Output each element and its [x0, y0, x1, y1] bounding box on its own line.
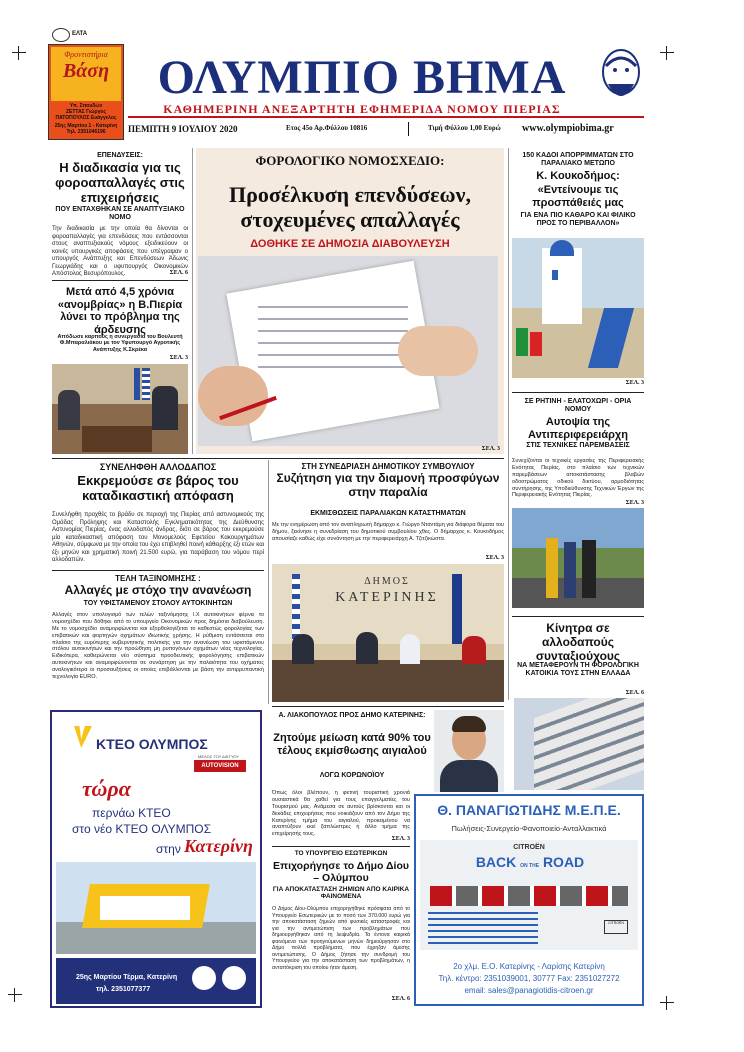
elta-label: ΕΛΤΑ [72, 31, 88, 37]
incentives-photo [514, 698, 644, 790]
autopsy-photo [512, 508, 644, 608]
council-sign-line2: ΚΑΤΕΡΙΝΗΣ [335, 590, 439, 605]
arrest-body: Συνελήφθη προχθές το βράδυ σε περιοχή της Πιερίας από αστυνομικούς της Ομάδας Πρόληψης και Καταστολής Εγκληματικότητας της Διεύθυνσης Αστυνομίας Πιερίας, ένας αλλοδαπός άνδρας, διότι σε βάρος του εκκρεμούσε μία καταδικαστική απόφαση του Μονομελούς Εφετείου Κακουργημάτων Αθηνών, σύμφωνα με την οποία του έχει επιβληθεί ποινή κάθειρξης έξι ετών και έξι μηνών και χρηματική ποινή 21.500 ευρώ, για παράβαση του νόμου περί αλλοδαπών. [52, 512, 264, 563]
divider [272, 706, 504, 707]
incentives-title[interactable]: Κίνητρα σε αλλοδαπούς συνταξιούχους [535, 621, 621, 663]
council-sign-line1: ΔΗΜΟΣ [364, 576, 410, 587]
divider [52, 280, 188, 281]
website-link[interactable]: www.olympiobima.gr [522, 123, 614, 134]
bins-page-ref[interactable]: ΣΕΛ. 3 [625, 380, 644, 386]
liakop-title[interactable]: Ζητούμε μείωση κατά 90% του τέλους εκμίσθωσης αιγιαλού [273, 732, 431, 757]
masthead-subtitle: ΚΑΘΗΜΕΡΙΝΗ ΑΝΕΞΑΡΤΗΤΗ ΕΦΗΜΕΡΙΔΑ ΝΟΜΟΥ ΠΙΕΡΙΑΣ [163, 102, 561, 116]
bins-title[interactable]: «Εντείνουμε τις προσπάθειές μας [532, 184, 624, 209]
citroen-slogan-onthe: ON THE [520, 863, 540, 869]
registration-mark [660, 996, 674, 1010]
issue-number: Ετος 45ο Αρ.Φύλλου 10816 [286, 124, 368, 132]
kteo-line3: στην [156, 842, 181, 856]
citroen-phones: Τηλ. κέντρο: 2351039001, 30777 Fax: 2351027272 [438, 974, 620, 983]
liakop-kicker: Α. ΛΙΑΚΟΠΟΥΛΟΣ ΠΡΟΣ ΔΗΜΟ ΚΑΤΕΡΙΝΗΣ: [278, 712, 426, 719]
irrigation-photo [52, 364, 188, 454]
divider [52, 458, 504, 459]
invest-subtitle: ΠΟΥ ΕΝΤΑΧΘΗΚΑΝ ΣΕ ΑΝΑΠΤΥΞΙΑΚΟ ΝΟΜΟ [55, 206, 185, 222]
tax-title[interactable]: Προσέλκυση επενδύσεων, στοχευμένες απαλλαγές [229, 182, 471, 233]
council-title[interactable]: Συζήτηση για την διαμονή προσφύγων στην παραλία [276, 471, 500, 499]
tax-kicker: ΦΟΡΟΛΟΓΙΚΟ ΝΟΜΟΣΧΕΔΙΟ: [255, 153, 445, 168]
divider [512, 616, 644, 617]
citroen-cars-photo [430, 886, 628, 906]
bins-kicker: 150 ΚΑΔΟΙ ΑΠΟΡΡΙΜΜΑΤΩΝ ΣΤΟ ΠΑΡΑΛΙΑΚΟ ΜΕΤΩΠΟ [522, 152, 634, 168]
council-photo [272, 564, 504, 702]
kteo-line1: περνάω ΚΤΕΟ [92, 806, 171, 820]
ad-vasi-line2: Υπ. Σπουδών [69, 103, 103, 109]
invest-title[interactable]: Η διαδικασία για τις φοροαπαλλαγές στις επιχειρήσεις [55, 160, 185, 205]
ad-citroen[interactable] [414, 794, 644, 1006]
citroen-company: Θ. ΠΑΝΑΓΙΩΤΙΔΗΣ Μ.Ε.Π.Ε. [437, 802, 621, 818]
kteo-now: τώρα [82, 776, 131, 801]
ad-vasi-line3: ΖΕΤΤΑΣ Γιώργος [65, 109, 107, 115]
autopsy-title[interactable]: Αυτοψία της Αντιπεριφερειάρχη [528, 416, 628, 441]
tax-subtitle: ΔΟΘΗΚΕ ΣΕ ΔΗΜΟΣΙΑ ΔΙΑΒΟΥΛΕΥΣΗ [250, 238, 450, 250]
header-rule [128, 116, 644, 118]
kteo-brand: ΚΤΕΟ ΟΛΥΜΠΟΣ [96, 736, 208, 752]
divider [272, 846, 410, 847]
dion-subtitle: ΓΙΑ ΑΠΟΚΑΤΑΣΤΑΣΗ ΖΗΜΙΩΝ ΑΠΟ ΚΑΙΡΙΚΑ ΦΑΙΝΟΜΕΝΑ [272, 886, 410, 901]
ad-vasi[interactable] [48, 44, 124, 140]
ad-vasi-phone: Τηλ. 2351046196 [66, 129, 106, 135]
citroen-slogan-back: BACK [475, 854, 517, 870]
ad-vasi-line1: Φροντιστήρια [64, 50, 108, 59]
ad-vasi-line4: ΠΑΤΟΠΟΥΛΟΣ Ευάγγελος [55, 115, 117, 121]
dion-title[interactable]: Επιχορήγησε το Δήμο Δίου – Ολύμπου [273, 860, 409, 885]
kteo-line2: στο νέο ΚΤΕΟ ΟΛΥΜΠΟΣ [72, 822, 212, 836]
registration-mark [660, 46, 674, 60]
fleet-subtitle: ΤΟΥ ΥΦΙΣΤΑΜΕΝΟΥ ΣΤΟΛΟΥ ΑΥΤΟΚΙΝΗΤΩΝ [83, 600, 233, 607]
ad-vasi-name: Βάση [62, 60, 110, 82]
ad-kteo[interactable] [50, 710, 262, 1008]
liakop-page-ref[interactable]: ΣΕΛ. 3 [391, 836, 410, 842]
masthead-title: ΟΛΥΜΠΙΟ ΒΗΜΑ [157, 51, 567, 104]
elta-logo-icon [52, 28, 70, 42]
kteo-address: 25ης Μαρτίου Τέρμα, Κατερίνη [76, 974, 178, 981]
irrigation-subtitle: Απόδωσε καρπούς η συνεργασία του Βουλευτή Φ.Μπαραλιάκου με τον Υφυπουργό Αγροτικής Ανάπτυξης Κ.Σκρέκα [57, 334, 183, 353]
arrest-kicker: ΣΥΝΕΛΗΦΘΗ ΑΛΛΟΔΑΠΟΣ [99, 462, 217, 472]
autopsy-body: Συνεχίζονται οι τεχνικές εργασίες της Περιφερειακής Ενότητας Πιερίας, στο πλαίσιο των τεχνικών παρεμβάσεων αποκατάστασης βλαβών οδοστρώματος οδικού δικτύου, αρμοδιότητας συντήρησης, της Υποδιεύθυνσης Τεχνικών Έργων της Περιφερειακής Ενότητας Πιερίας. [512, 458, 644, 499]
bins-photo [512, 238, 644, 378]
kteo-city: Κατερίνη [184, 836, 253, 856]
citroen-address: 2ο χλμ. Ε.Ο. Κατερίνης - Λαρίσης Κατερίνη [453, 962, 605, 971]
zeus-head-logo-icon [598, 46, 644, 112]
citroen-services: Πωλήσεις-Συνεργείο-Φανοποιείο-Ανταλλακτικά [451, 824, 607, 833]
kteo-logo-icon [74, 726, 92, 748]
citroen-brand: CITROËN [513, 844, 545, 851]
irrigation-title[interactable]: Μετά από 4,5 χρόνια «ανομβρίας» η Β.Πιερία λύνει το πρόβλημα της άρδευσης [57, 286, 183, 336]
kteo-building-photo [56, 862, 256, 954]
info-divider [408, 122, 409, 136]
scooter-icon [192, 966, 216, 990]
tax-photo [198, 256, 498, 446]
irrigation-page-ref[interactable]: ΣΕΛ. 3 [169, 355, 188, 361]
car-icon [222, 966, 246, 990]
kteo-phone: τηλ. 2351077377 [96, 986, 151, 993]
invest-kicker: ΕΠΕΝΔΥΣΕΙΣ: [97, 152, 143, 159]
liakop-portrait [434, 710, 504, 792]
ad-vasi-address: 25ης Μαρτίου 1 - Κατερίνη [54, 123, 118, 129]
autopsy-page-ref[interactable]: ΣΕΛ. 3 [625, 500, 644, 506]
liakop-body: Όπως όλοι βλέπουν, η φετινή τουριστική χρονιά ουσιαστικά θα χαθεί για τους επαγγελματίες του Τουρισμού μας. Ανάμεσα σε αυτούς βρίσκονται και οι δεκάδες επιχειρήσεις που νοικιάζουν από τον Δήμο της Κατερίνης τμήμα του αιγιαλού, προκειμένου να αναπτύξουν εκεί ξαπλώστρες ή άλλο τμήμα της επιχείρησής τους. [272, 790, 410, 838]
citroen-offer-list [428, 912, 538, 946]
dion-kicker: ΤΟ ΥΠΟΥΡΓΕΙΟ ΕΣΩΤΕΡΙΚΩΝ [294, 850, 388, 857]
issue-date: ΠΕΜΠΤΗ 9 ΙΟΥΛΙΟΥ 2020 [128, 124, 238, 134]
fleet-title[interactable]: Αλλαγές με στόχο την ανανέωση [64, 583, 252, 597]
bins-subtitle: ΓΙΑ ΕΝΑ ΠΙΟ ΚΑΘΑΡΟ ΚΑΙ ΦΙΛΙΚΟ ΠΡΟΣ ΤΟ ΠΕΡΙΒΑΛΛΟΝ» [520, 212, 636, 228]
kteo-member: ΜΕΛΟΣ ΤΟΥ ΔΙΚΤΥΟΥ [198, 754, 240, 759]
autopsy-kicker: ΣΕ ΡΗΤΙΝΗ - ΕΛΑΤΟΧΩΡΙ - ΟΡΙΑ ΝΟΜΟΥ [524, 398, 632, 414]
citroen-email[interactable]: email: sales@panagiotidis-citroen.gr [464, 986, 594, 995]
registration-mark [12, 46, 26, 60]
liakop-subtitle: ΛΟΓΩ ΚΟΡΩΝΟΪΟΥ [319, 772, 385, 779]
bins-name: Κ. Κουκοδήμος: [536, 170, 620, 182]
divider [52, 570, 264, 571]
divider [512, 392, 644, 393]
arrest-title[interactable]: Εκκρεμούσε σε βάρος του καταδικαστική απόφαση [77, 473, 239, 503]
kteo-partner: AUTOVISION [194, 760, 246, 772]
incentives-page-ref[interactable]: ΣΕΛ. 6 [625, 690, 644, 696]
citroen-logo2: CITROËN [604, 920, 628, 934]
dion-page-ref[interactable]: ΣΕΛ. 6 [391, 996, 410, 1002]
invest-body: Την διαδικασία με την οποία θα δίνονται οι φοροαπαλλαγές για επενδύσεις που εντάσσονται στους αναπτυξιακούς νόμους εξειδικεύουν οι κοινές υπουργικές αποφάσεις που υπέγραψαν ο υπουργός Ανάπτυξης και Επενδύσεων Άδωνις Γεωργιάδης και ο υφυπουργός Οικονομικών Απόστολος Βεσυρόπουλος. [52, 226, 188, 277]
tax-page-ref[interactable]: ΣΕΛ. 3 [481, 446, 500, 452]
invest-page-ref[interactable]: ΣΕΛ. 6 [169, 270, 188, 276]
council-subtitle: ΕΚΜΙΣΘΩΣΕΙΣ ΠΑΡΑΛΙΑΚΩΝ ΚΑΤΑΣΤΗΜΑΤΩΝ [310, 510, 466, 517]
fleet-kicker: ΤΕΛΗ ΤΑΞΙΝΟΜΗΣΗΣ : [115, 574, 201, 583]
issue-price: Τιμή Φύλλου 1,00 Ευρώ [428, 124, 501, 132]
council-page-ref[interactable]: ΣΕΛ. 3 [485, 555, 504, 561]
column-rule [192, 148, 193, 454]
citroen-slogan-road: ROAD [542, 854, 585, 870]
autopsy-subtitle: ΣΤΙΣ ΤΕΧΝΙΚΕΣ ΠΑΡΕΜΒΑΣΕΙΣ [526, 442, 630, 449]
column-rule [268, 460, 269, 704]
registration-mark [8, 988, 22, 1002]
council-kicker: ΣΤΗ ΣΥΝΕΔΡΙΑΣΗ ΔΗΜΟΤΙΚΟΥ ΣΥΜΒΟΥΛΙΟΥ [301, 462, 475, 471]
fleet-body: Αλλαγές στον υπολογισμό των τελών ταξινόμησης Ι.Χ αυτοκινήτων φέρνει το νομοσχέδιο που δόθηκε από το υπουργείο Οικονομικών προς δημόσια διαβούλευση. Με το νομοσχέδιο αναμορφώνεται και εξορθολογίζεται το καθεστώς φορολογίας των επιβατικών και φορτηγών οχημάτων ιδιωτικής χρήσης. Η ρύθμιση εντάσσεται στο πλαίσιο της ευρύτερης κυβερνητικής πολιτικής για την ανανέωση του υφιστάμενου στόλου αυτοκινήτων και την προώθηση μη ρυπογόνων οχημάτων νέας τεχνολογίας. Ειδικότερα, καθιερώνεται νέο σύστημα προοδευτικής φορολόγησης επιβατικών αυτοκινήτων και αναμορφώνονται σε συνάρτηση με την παλαιότητα του οχήματος αναλογικότερα οι προσαυξήσεις οι οποίες επιβάλλονται με βάση την αντιρρυπαντική τεχνολογία EURO. [52, 612, 264, 680]
column-rule [508, 148, 509, 700]
dion-body: Ο Δήμος Δίου-Ολύμπου επιχορηγήθηκε πρόσφατα από το Υπουργείο Εσωτερικών με το ποσό των 370.000 ευρώ για την αποκατάσταση ζημιών από φυσικές καταστροφές και για την αντιμετώπιση των προβλημάτων που δημιουργήθηκαν από τη λειψυδρία. Τα έντονα καιρικά φαινόμενα των προηγούμενων μηνών δημιούργησαν στο Δήμο πολλά προβλήματα, που έχρηζαν άμεσης αντιμετώπισης. Ο Δήμος ζήτησε την συνδρομή του Υπουργείου για την αποκατάσταση των προβλημάτων, η ανταπόκριση του οποίου ήταν άμεση. [272, 906, 410, 971]
incentives-subtitle: ΝΑ ΜΕΤΑΦΕΡΟΥΝ ΤΗ ΦΟΡΟΛΟΓΙΚΗ ΚΑΤΟΙΚΙΑ ΤΟΥΣ ΣΤΗΝ ΕΛΛΑΔΑ [517, 662, 639, 678]
council-body: Με την ενημέρωση από τον αναπληρωτή δήμαρχο κ. Γιώργο Νταντάμη για διάφορα θέματα του δήμου, ξεκίνησε η συνεδρίαση του δημοτικού συμβουλίου χθες. Ο δήμαρχος κ. Κουκοδήμος απουσίαζε καθώς είχε συνάντηση με την περιφερειάρχη Α. Τζιτζικώστα. [272, 522, 504, 542]
